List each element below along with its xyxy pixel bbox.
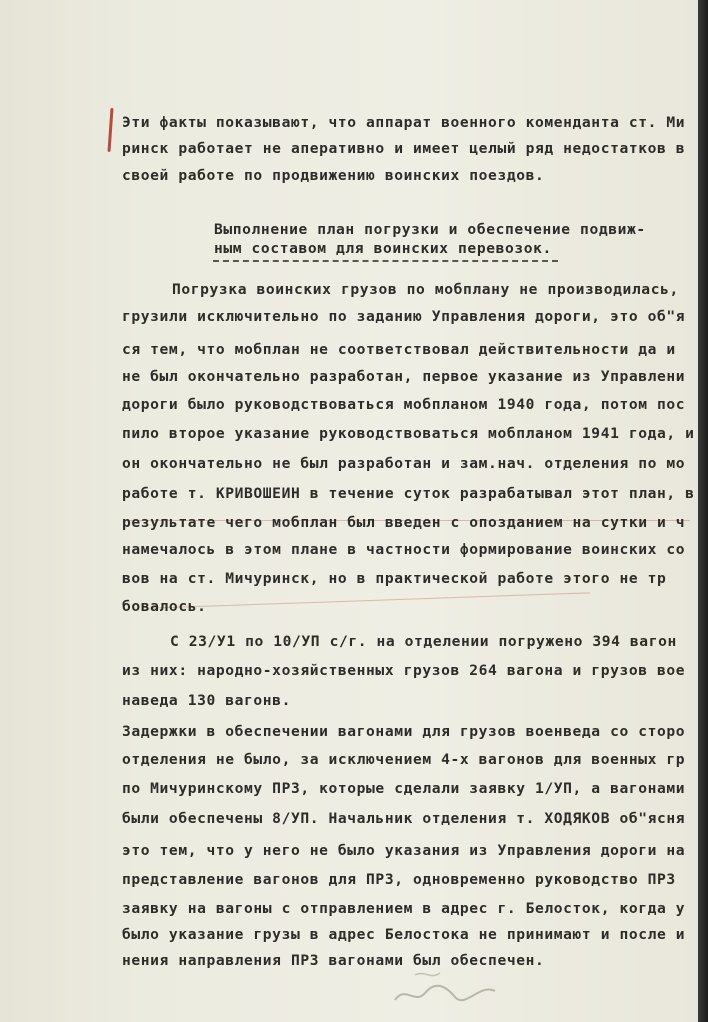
text-line: наведа 130 вагонв. [122, 692, 291, 709]
text-line: из них: народно-хозяйственных грузов 264 вагона и грузов вое [122, 662, 686, 679]
heading-underline [213, 260, 558, 262]
text-line: намечалось в этом плане в частности формирование воинских со [122, 541, 686, 558]
text-line: заявку на вагоны с отправлением в адрес г. Белосток, когда у [122, 900, 686, 917]
text-line: были обеспечены 8/УП. Начальник отделения т. ХОДЯКОВ об"ясня [122, 810, 686, 827]
text-line: своей работе по продвижению воинских поездов. [122, 167, 545, 184]
text-line: было указание грузы в адрес Белостока не принимают и после и [122, 926, 686, 943]
text-line: бовалось. [122, 598, 207, 615]
text-line: ся тем, что мобплан не соответствовал действительности да и [122, 341, 676, 358]
text-line: не был окончательно разработан, первое указание из Управлени [122, 368, 686, 385]
text-line: нения направления ПРЗ вагонами был обеспечен. [122, 952, 545, 969]
page-edge-shadow [698, 0, 708, 1022]
archive-stamp-squiggle [385, 955, 525, 1015]
text-line: это тем, что у него не было указания из Управления дороги на [122, 842, 686, 859]
text-line: грузили исключительно по заданию Управления дороги, это об"я [122, 308, 686, 325]
text-line: Погрузка воинских грузов по мобплану не производилась, [172, 281, 679, 298]
text-line: вов на ст. Мичуринск, но в практической работе этого не тр [122, 570, 667, 587]
text-line: он окончательно не был разработан и зам.нач. отделения по мо [122, 455, 686, 472]
text-line: представление вагонов для ПРЗ, одновременно руководство ПРЗ [122, 871, 676, 888]
text-line: отделения не было, за исключением 4-х вагонов для военных гр [122, 751, 686, 768]
text-line: работе т. КРИВОШЕИН в течение суток разрабатывал этот план, в [122, 485, 695, 502]
text-line: ринск работает не аперативно и имеет целый ряд недостатков в [122, 140, 686, 157]
text-line: по Мичуринскому ПРЗ, которые сделали заявку 1/УП, а вагонами [122, 780, 686, 797]
pencil-margin-mark [107, 108, 113, 152]
text-line: пило второе указание руководствоваться мобпланом 1941 года, и [122, 425, 695, 442]
pencil-underline [150, 592, 590, 608]
section-heading-line-2: ным составом для воинских перевозок. [214, 240, 552, 257]
text-line: Задержки в обеспечении вагонами для грузов военведа со сторо [122, 723, 686, 740]
text-line: Эти факты показывают, что аппарат военного коменданта ст. Ми [122, 114, 686, 131]
text-line: С 23/У1 по 10/УП с/г. на отделении погружено 394 вагон [170, 633, 677, 650]
text-line: результате чего мобплан был введен с опозданием на сутки и ч [122, 514, 686, 531]
text-line: дороги было руководствоваться мобпланом 1940 года, потом пос [122, 396, 686, 413]
section-heading-line-1: Выполнение план погрузки и обеспечение подвиж- [214, 221, 646, 238]
